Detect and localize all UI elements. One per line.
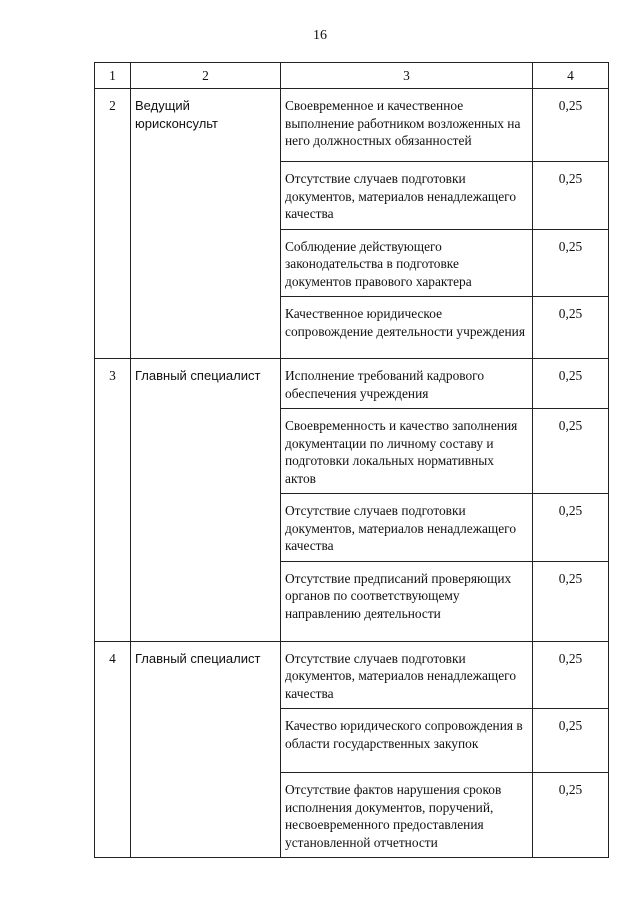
- criterion-text: Качество юридического сопровождения в области государственных закупок: [281, 709, 533, 773]
- weight-value: 0,25: [533, 89, 609, 162]
- header-cell: 3: [281, 63, 533, 89]
- position-title: Ведущий юрисконсульт: [131, 89, 281, 359]
- position-title: Главный специалист: [131, 641, 281, 858]
- header-cell: 2: [131, 63, 281, 89]
- row-number: 2: [95, 89, 131, 359]
- criterion-text: Качественное юридическое сопровождение деятельности учреждения: [281, 297, 533, 359]
- header-cell: 1: [95, 63, 131, 89]
- weight-value: 0,25: [533, 561, 609, 641]
- weight-value: 0,25: [533, 773, 609, 858]
- row-number: 4: [95, 641, 131, 858]
- criterion-text: Исполнение требований кадрового обеспечения учреждения: [281, 359, 533, 409]
- criterion-text: Своевременное и качественное выполнение работником возложенных на него должностных обязанностей: [281, 89, 533, 162]
- criterion-text: Отсутствие случаев подготовки документов, материалов ненадлежащего качества: [281, 494, 533, 562]
- weight-value: 0,25: [533, 162, 609, 230]
- weight-value: 0,25: [533, 297, 609, 359]
- weight-value: 0,25: [533, 359, 609, 409]
- weight-value: 0,25: [533, 494, 609, 562]
- page-number: 16: [313, 28, 327, 43]
- criterion-text: Своевременность и качество заполнения документации по личному составу и подготовки локальных нормативных актов: [281, 409, 533, 494]
- table-row: [95, 89, 609, 162]
- weight-value: 0,25: [533, 709, 609, 773]
- position-title: Главный специалист: [131, 359, 281, 642]
- weight-value: 0,25: [533, 641, 609, 709]
- criterion-text: Отсутствие фактов нарушения сроков исполнения документов, поручений, несвоевременного предоставления установленной отчетности: [281, 773, 533, 858]
- criteria-table: [94, 62, 609, 858]
- table-row: [95, 359, 609, 409]
- criterion-text: Соблюдение действующего законодательства в подготовке документов правового характера: [281, 229, 533, 297]
- row-number: 3: [95, 359, 131, 642]
- weight-value: 0,25: [533, 229, 609, 297]
- header-cell: 4: [533, 63, 609, 89]
- weight-value: 0,25: [533, 409, 609, 494]
- criterion-text: Отсутствие предписаний проверяющих органов по соответствующему направлению деятельности: [281, 561, 533, 641]
- criterion-text: Отсутствие случаев подготовки документов, материалов ненадлежащего качества: [281, 162, 533, 230]
- criterion-text: Отсутствие случаев подготовки документов, материалов ненадлежащего качества: [281, 641, 533, 709]
- table-row: [95, 641, 609, 709]
- table-header-row: [95, 63, 609, 89]
